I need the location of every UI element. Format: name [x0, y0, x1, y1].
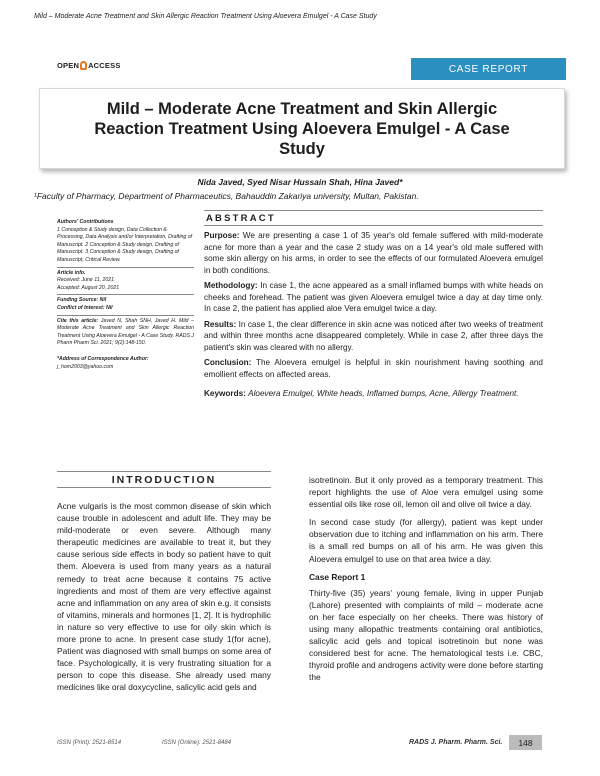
- purpose-text: We are presenting a case 1 of 35 year's old female suffered with mild-moderate acne for more than a year and the case 2 study was on a 14 year's old male suffered with some skin allergy on his arms, in order to see the effects of our formulated Aloevera emulgel in both conditions.: [204, 231, 543, 275]
- article-info-section: [57, 270, 194, 296]
- contributions-text: 1 Conception & Study design, Data Collection & Processing, Data Analysis and/or Interpretation, Drafting of Manuscript. 2 Conception & Study design, Drafting of Manuscript. 3 Conception & Study design, Drafting of Manuscript, Critical Review.: [57, 226, 193, 263]
- article-info-sidebar: [57, 219, 194, 371]
- received-date: Received: June 11, 2021: [57, 277, 115, 284]
- conclusion-text: The Aloevera emulgel is helpful in skin nourishment having soothing and emollient effects on affected areas.: [204, 358, 543, 379]
- author-list: Nida Javed, Syed Nisar Hussain Shah, Hina Javed*: [197, 177, 403, 187]
- logo-text-access: ACCESS: [88, 61, 121, 70]
- correspondence-heading: *Address of Correspondence Author:: [57, 355, 149, 362]
- correspondence-email[interactable]: j_hom2003@yahoo.com: [57, 363, 114, 370]
- logo-text-open: OPEN: [57, 61, 80, 70]
- funding-section: [57, 297, 194, 315]
- affiliation: ¹Faculty of Pharmacy, Department of Pharmaceutics, Bahauddin Zakariya university, Multan, Pakistan.: [34, 191, 419, 201]
- footer-issn-print: ISSN (Print): 2521-8514: [57, 740, 122, 746]
- methodology-label: Methodology:: [204, 281, 258, 290]
- abstract-results: [204, 319, 543, 354]
- accepted-date: Accepted: August 20, 2021: [57, 284, 120, 291]
- abstract-keywords: [204, 388, 543, 400]
- purpose-label: Purpose:: [204, 231, 240, 240]
- funding-source: Funding Source: Nil: [57, 297, 107, 304]
- right-column: [309, 474, 543, 690]
- abstract-heading: ABSTRACT: [204, 210, 543, 226]
- case-report-banner: CASE REPORT: [411, 58, 566, 80]
- methodology-text: In case 1, the acne appeared as a small inflamed bumps with white heads on cheeks and forehead. The patient was given Aloevera emulgel twice a day at day time only. In case 2, the patient has applied aloe Vera emulgel twice a day.: [204, 281, 543, 313]
- abstract-purpose: [204, 230, 543, 276]
- keywords-label: Keywords:: [204, 389, 246, 398]
- results-text: In case 1, the clear difference in skin acne was noticed after two weeks of treatment and within three months acne disappeared completely. While in case 2, after three days the patient's skin was cleared with no allergy.: [204, 319, 543, 352]
- results-label: Results:: [204, 319, 237, 329]
- title-box: [39, 88, 565, 169]
- contributions-section: [57, 219, 194, 268]
- open-lock-icon: [80, 61, 87, 70]
- intro-paragraph-3: In second case study (for allergy), patient was kept under observation due to itching and inflammation on his arm. There is a small red bumps on all of his arm. He was given this Aloevera emulgel to use on that area twice a day.: [309, 517, 543, 564]
- conclusion-label: Conclusion:: [204, 358, 252, 367]
- open-access-logo: [57, 61, 121, 70]
- contributions-heading: Authors' Contributions: [57, 219, 114, 225]
- citation-section: [57, 318, 194, 348]
- citation-label: Cite this article:: [57, 317, 99, 324]
- case-report-1-paragraph: Thirty-five (35) years' young female, living in upper Punjab (Lahore) presented with complaints of mild – moderate acne on her face especially on her cheeks. There was history of using many allopathic treatments containing oral antibiotics, salicylic acid gels and topical isotretinoin but none was considered best for acne. The hematological tests i.e. CBC, thyroid profile and androgens activity were done before starting the: [309, 587, 543, 683]
- abstract-conclusion: [204, 357, 543, 380]
- article-info-heading: Article info.: [57, 269, 86, 276]
- page-number: 148: [509, 735, 542, 750]
- running-head: Mild – Moderate Acne Treatment and Skin Allergic Reaction Treatment Using Aloevera Emulgel - A Case Study: [34, 13, 377, 20]
- intro-paragraph-2: isotretinoin. But it only proved as a temporary treatment. This report highlights the use of Aloe vera emulgel using some essential oils like rose oil, lemon oil and olive oil twice a day.: [309, 475, 543, 510]
- intro-paragraph-1: Acne vulgaris is the most common disease of skin which cause trouble in adolescent and adult life. They may be mild-moderate or even severe. Although many therapeutic medicines are available to treat it, but they cause serious side effects in body so patient have to quit them. Aloevera is used from many years as a natural remedy to treat acne because it contains 75 active ingredients and most of them are very effective against acne and inflammation on any area of skin e.g. it consists of vitamins, minerals and hormones [1, 2]. It is hydrophilic in nature so very effective to use for oily skin which is more prone to acne. In present case study 1(for acne), Patient was diagnosed with small bumps on some area of face. Psychologically, it is very frustrating situation for a person to cope this disease. She already used many medicines like oral doxycycline, salicylic acid gels and: [57, 501, 271, 693]
- article-title: Mild – Moderate Acne Treatment and Skin Allergic Reaction Treatment Using Aloevera Emulgel - A Case Study: [94, 99, 510, 158]
- case-report-1-heading: Case Report 1: [309, 571, 366, 582]
- introduction-heading: INTRODUCTION: [57, 471, 271, 488]
- conflict-of-interest: Conflict of Interest: Nil: [57, 304, 113, 311]
- footer-journal-name: RADS J. Pharm. Pharm. Sci.: [409, 739, 503, 746]
- keywords-text: Aloevera Emulgel, White heads, Inflamed bumps, Acne, Allergy Treatment.: [248, 389, 519, 398]
- abstract-methodology: [204, 280, 543, 315]
- left-column: [57, 500, 271, 700]
- abstract: [204, 210, 543, 400]
- footer-issn-online: ISSN (Online): 2521-8484: [162, 740, 232, 746]
- citation-text: Javed N, Shah SNH, Javed H. Mild – Moderate Acne Treatment and Skin Allergic Reaction Treatment Using Aloevera Emulgel - A Case Study. RADS J Pharm Pharm Sci. 2021; 9(2):148-150.: [57, 317, 194, 347]
